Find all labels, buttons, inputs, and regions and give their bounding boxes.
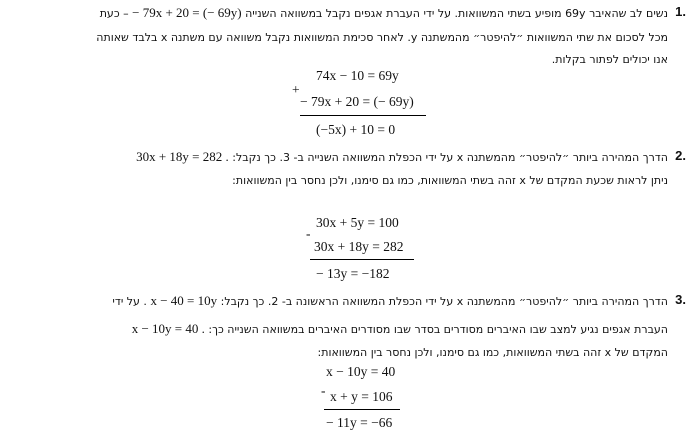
item-2-line-2: ניתן לראות שכעת המקדם של x זהה בשתי המשוואות, כמו גם סימנו, ולכן נחסר בין המשוואות: [232,174,668,187]
item-1-line-2: מכל לסכום את שתי המשוואות ״להיפטר״ מהמשתנה y. לאחר סכימת המשוואות נקבל משוואה עם משתנה x בלבד שאותה [96,31,668,44]
item-1-line-1 [8,6,668,21]
item-1-number: 1. [675,4,686,19]
item-1-line-3: אנו יכולים לפתור בקלות. [551,53,668,66]
item-1-result: (−5x) + 10 = 0 [316,122,396,137]
item-1-equation-a: 74x − 10 = 69y [316,68,399,83]
item-1-operator: + [292,82,300,97]
item-3-difference-rule [324,409,400,410]
item-2-number: 2. [675,148,686,163]
item-3-line-1-tail: . על ידי [112,295,147,308]
item-3-equation-a: x − 10y = 40 [326,364,396,379]
item-3-result: − 11y = −66 [326,415,393,430]
item-2-result: − 13y = −182 [316,266,390,281]
item-3-equation-b: x + y = 106 [330,389,393,404]
item-3-inline-equation: x − 40 = 10y [150,293,218,308]
item-2-operator: - [306,226,311,241]
item-1-line-1-tail: – כעת [99,7,129,20]
item-1-inline-equation: − 79x + 20 = (− 69y) [132,5,242,20]
item-2-inline-equation: 30x + 18y = 282 . [136,149,229,164]
item-2-equation-a: 30x + 5y = 100 [316,215,399,230]
item-3-line-3: המקדם של x זהה בשתי המשוואות, כמו גם סימנו, ולכן נחסר בין המשוואות: [317,346,668,359]
item-1-intro-text: נשים לב שהאיבר 69y מופיע בשתי המשוואות. על ידי העברת אגפים נקבל במשוואה השנייה [245,7,668,20]
item-3-line-2-text: העברת אגפים נגיע למצב שבו האיברים מסודרים בסדר שבו מסודרים האיברים במשוואה השנייה כך: [208,323,668,336]
item-3-intro-text: הדרך המהירה ביותר ״להיפטר״ מהמשתנה x על ידי הכפלת המשוואה הראשונה ב- 2. כך נקבל: [220,295,668,308]
item-3-number: 3. [675,292,686,307]
item-3-line-1 [8,294,668,309]
item-3-inline-equation-2: x − 10y = 40 . [131,321,205,336]
item-3-operator: - [321,383,326,398]
item-1-equation-b: − 79x + 20 = (− 69y) [300,94,414,109]
item-2-difference-rule [310,259,414,260]
item-2-line-1 [8,150,668,165]
item-2-intro-text: הדרך המהירה ביותר ״להיפטר״ מהמשתנה x על ידי הכפלת המשוואה השנייה ב- 3. כך נקבל: [232,151,668,164]
item-3-line-2 [8,322,668,337]
item-1-sum-rule [300,115,426,116]
item-2-equation-b: 30x + 18y = 282 [314,239,404,254]
